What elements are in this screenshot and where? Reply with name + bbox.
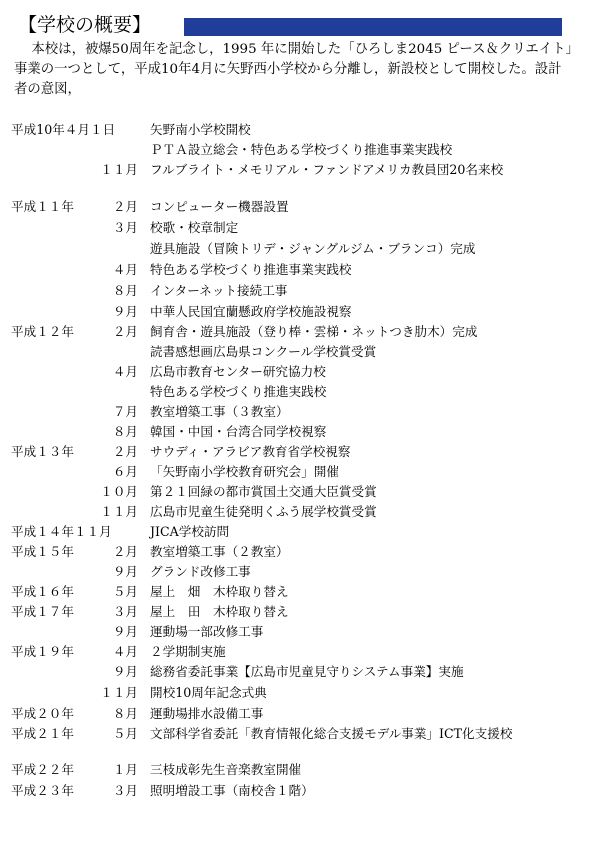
timeline-event: 屋上 畑 木枠取り替え: [150, 584, 289, 599]
timeline-era: 平成１６年: [11, 584, 74, 599]
timeline-era: 平成10年４月１日: [11, 122, 116, 137]
timeline-event: 運動場排水設備工事: [150, 706, 264, 721]
timeline-event: グランド改修工事: [150, 564, 251, 579]
timeline-era: 平成１４年１１月: [11, 524, 112, 539]
timeline-row: [0, 402, 601, 422]
timeline-event: 特色ある学校づくり推進実践校: [150, 384, 327, 399]
timeline-month: ６月: [112, 464, 138, 479]
timeline-month: １１月: [100, 162, 138, 177]
timeline-month: ５月: [112, 726, 138, 741]
timeline-month: ４月: [112, 644, 138, 659]
timeline-row: [0, 120, 601, 140]
timeline-month: ７月: [112, 404, 138, 419]
intro-text: 本校は，被爆50周年を記念し，1995 年に開始した「ひろしま2045 ピース＆クリエイト」事業の一つとして，平成10年4月に矢野西小学校から分離し，新設校として開校した。設計者の意図，: [14, 42, 573, 97]
timeline-era: 平成２３年: [11, 783, 74, 798]
timeline-row: [0, 642, 601, 662]
timeline-event: 特色ある学校づくり推進事業実践校: [150, 262, 352, 277]
timeline-row: [0, 562, 601, 582]
timeline-month: ９月: [112, 564, 138, 579]
timeline-row: [0, 342, 601, 362]
timeline-month: ９月: [112, 624, 138, 639]
timeline-row: [0, 704, 601, 724]
timeline-row: [0, 197, 601, 217]
timeline-row: [0, 160, 601, 180]
timeline-event: JICA学校訪問: [150, 524, 230, 539]
timeline-row: [0, 724, 601, 744]
timeline-month: ２月: [112, 444, 138, 459]
timeline-event: フルブライト・メモリアル・ファンドアメリカ教員団20名来校: [150, 162, 504, 177]
timeline-month: ３月: [112, 220, 138, 235]
timeline-month: ４月: [112, 364, 138, 379]
timeline-row: [0, 502, 601, 522]
timeline-month: １０月: [100, 484, 138, 499]
timeline-event: 屋上 田 木枠取り替え: [150, 604, 289, 619]
timeline-month: １月: [112, 762, 138, 777]
timeline-row: [0, 382, 601, 402]
timeline-event: 教室増築工事（３教室）: [150, 404, 289, 419]
timeline-month: ２月: [112, 324, 138, 339]
timeline-row: [0, 582, 601, 602]
timeline-event: インターネット接続工事: [150, 283, 288, 298]
timeline-row: [0, 362, 601, 382]
timeline-row: [0, 462, 601, 482]
timeline-event: 遊具施設（冒険トリデ・ジャングルジム・ブランコ）完成: [150, 241, 476, 256]
timeline-row: [0, 422, 601, 442]
timeline-event: 校歌・校章制定: [150, 220, 239, 235]
timeline-row: [0, 218, 601, 238]
timeline-era: 平成１５年: [11, 544, 74, 559]
timeline-row: [0, 760, 601, 780]
timeline-row: [0, 542, 601, 562]
timeline-row: [0, 239, 601, 259]
timeline-event: 飼育舎・遊具施設（登り棒・雲梯・ネットつき肋木）完成: [150, 324, 478, 339]
timeline-row: [0, 522, 601, 542]
timeline-month: ４月: [112, 262, 138, 277]
timeline-event: 運動場一部改修工事: [150, 624, 264, 639]
timeline-event: 総務省委託事業【広島市児童見守りシステム事業】実施: [150, 664, 464, 679]
section-title: 【学校の概要】: [18, 14, 152, 36]
timeline-row: [0, 442, 601, 462]
timeline-era: 平成２０年: [11, 706, 74, 721]
timeline-event: 読書感想画広島県コンクール学校賞受賞: [150, 344, 377, 359]
timeline-event: 中華人民国宜蘭懸政府学校施設視察: [150, 304, 352, 319]
timeline-row: [0, 622, 601, 642]
timeline-month: ９月: [112, 304, 138, 319]
timeline-era: 平成１１年: [11, 199, 74, 214]
timeline-event: 照明増設工事（南校舎１階）: [150, 783, 314, 798]
timeline-month: ２月: [112, 544, 138, 559]
timeline-month: １１月: [100, 504, 138, 519]
timeline-event: ＰＴＡ設立総会・特色ある学校づくり推進事業実践校: [150, 142, 453, 157]
timeline-event: 韓国・中国・台湾合同学校視察: [150, 424, 327, 439]
timeline-row: [0, 781, 601, 801]
timeline-month: １１月: [100, 685, 138, 700]
timeline-month: ９月: [112, 664, 138, 679]
timeline-event: サウディ・アラビア教育省学校視察: [150, 444, 351, 459]
timeline-row: [0, 322, 601, 342]
timeline-row: [0, 482, 601, 502]
timeline-row: [0, 140, 601, 160]
timeline-era: 平成１２年: [11, 324, 74, 339]
timeline-month: ８月: [112, 706, 138, 721]
timeline-month: ５月: [112, 584, 138, 599]
timeline-era: 平成２１年: [11, 726, 74, 741]
timeline-era: 平成１３年: [11, 444, 74, 459]
timeline-row: [0, 260, 601, 280]
timeline-event: コンピューター機器設置: [150, 199, 289, 214]
timeline-row: [0, 683, 601, 703]
timeline-event: 開校10周年記念式典: [150, 685, 267, 700]
timeline-event: 矢野南小学校開校: [150, 122, 251, 137]
timeline-row: [0, 662, 601, 682]
timeline-event: 第２１回緑の都市賞国土交通大臣賞受賞: [150, 484, 377, 499]
timeline-month: ３月: [112, 783, 138, 798]
timeline-month: ２月: [112, 199, 138, 214]
timeline-row: [0, 302, 601, 322]
timeline-month: ３月: [112, 604, 138, 619]
timeline-event: 教室増築工事（２教室）: [150, 544, 289, 559]
timeline-event: 文部科学省委託「教育情報化総合支援モデル事業」ICT化支援校: [150, 726, 513, 741]
timeline-month: ８月: [112, 424, 138, 439]
timeline-month: ８月: [112, 283, 138, 298]
timeline-event: 広島市教育センター研究協力校: [150, 364, 326, 379]
timeline-event: ２学期制実施: [150, 644, 226, 659]
timeline-event: 「矢野南小学校教育研究会」開催: [150, 464, 339, 479]
timeline-era: 平成２２年: [11, 762, 74, 777]
timeline-era: 平成１９年: [11, 644, 74, 659]
timeline-event: 広島市児童生徒発明くふう展学校賞受賞: [150, 504, 377, 519]
timeline-row: [0, 602, 601, 622]
timeline-era: 平成１７年: [11, 604, 74, 619]
timeline-row: [0, 281, 601, 301]
timeline-event: 三枝成彰先生音楽教室開催: [150, 762, 302, 777]
